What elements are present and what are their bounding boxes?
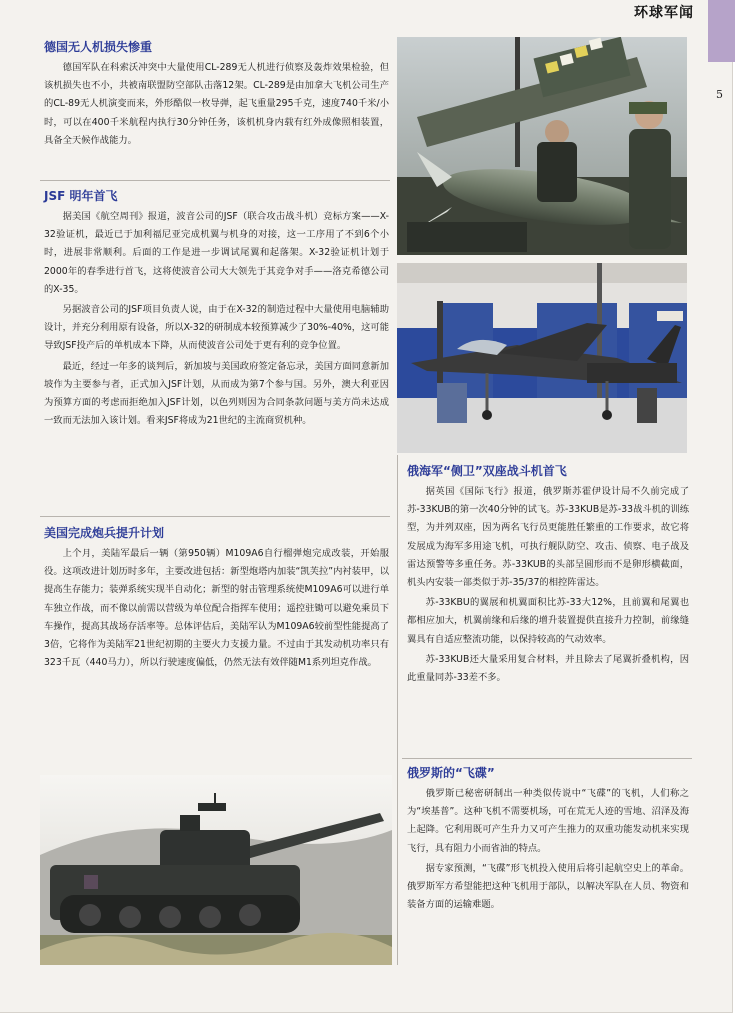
article-jsf <box>44 187 389 430</box>
divider <box>402 758 692 759</box>
article-su33 <box>407 462 689 687</box>
article-paragraph: 苏-33KBU的翼展和机翼面积比苏-33大12%，且前翼和尾翼也都相应加大，机翼前缘和后缘的增升装置提供直接升力控制，前缘缝翼具有自适应整流功能，以保持较高的气动效率。 <box>407 597 689 645</box>
article-drones <box>44 38 389 150</box>
x32-photo <box>397 263 687 453</box>
divider <box>40 516 390 517</box>
article-paragraph: 最近，经过一年多的谈判后，新加坡与美国政府签定备忘录，美国方面同意新加坡作为主要参与者，正式加入JSF计划，从而成为第7个参与国。另外，澳大利亚因为预算方面的考虑而拒绝加入JSF计划，以色列则因为合同条款问题与美方尚未达成一致而无法加入该计划。看来JSF将成为21世纪的主流商贸机种。 <box>44 360 389 427</box>
article-title: 俄海军“侧卫”双座战斗机首飞 <box>407 464 567 478</box>
drone-photo <box>397 37 687 255</box>
article-paragraph: 据美国《航空周刊》报道，波音公司的JSF（联合攻击战斗机）竞标方案——X-32验证机，最近已于加利福尼亚完成机翼与机身的对接，这一工序用了不到6个小时，进展非常顺利。后面的工作是进一步调试尾翼和起落架。X-32验证机计划于2000年的春季进行首飞，这将使波音公司大大领先于其竞争对手——洛克希德公司的X-35。 <box>44 211 389 295</box>
article-paragraph: 据英国《国际飞行》报道，俄罗斯苏霍伊设计局不久前完成了苏-33KUB的第一次40分钟的试飞。苏-33KUB是苏-33战斗机的训练型，为并列双座，因为两名飞行员更能胜任繁重的工作要求，故它将发展成为海军多用途飞机，可执行舰队防空、攻击、侦察、电子战及雷达预警等多重任务。苏-33KUB的头部呈圆形而不是卵形横截面，机头内安装一部类似于苏-35/37的相控阵雷达。 <box>407 486 689 589</box>
article-paragraph: 苏-33KUB还大量采用复合材料，并且除去了尾翼折叠机构，因此重量同苏-33差不多。 <box>407 653 689 684</box>
article-artillery <box>44 524 389 672</box>
article-paragraph: 德国军队在科索沃冲突中大量使用CL-289无人机进行侦察及轰炸效果检验，但该机损失也不小，共被南联盟防空部队击落12架。CL-289是由加拿大飞机公司生产的CL-89无人机演变而来，外形酷似一枚导弹，起飞重量295千克，速度740千米/小时，可以在400千米航程内执行30分钟任务，该机机身内载有红外成像照相装置，具备全天候作战能力。 <box>44 62 389 146</box>
divider <box>40 180 390 181</box>
article-title: JSF 明年首飞 <box>44 189 118 203</box>
column-divider <box>397 455 398 965</box>
article-title: 德国无人机损失惨重 <box>44 40 153 54</box>
section-title: 环球军闻 <box>634 5 694 21</box>
article-paragraph: 据专家预测，“飞碟”形飞机投入使用后将引起航空史上的革命。俄罗斯军方希望能把这种飞机用于部队，以解决军队在人员、物资和装备方面的运输难题。 <box>407 862 689 911</box>
article-paragraph: 上个月，美陆军最后一辆（第950辆）M109A6自行榴弹炮完成改装，开始服役。这项改进计划历时多年，主要改进包括：新型炮塔内加装“凯芙拉”内衬装甲，以提高生存能力；装弹系统实现半自动化；新型的射击管理系统使M109A6可以进行单车独立作战，而不像以前需以营级为单位配合指挥车使用；遥控驻锄可以避免乘员下车操作，提高其战场存活率等。总体评估后，美陆军认为M109A6较前型性能提高了3倍，它将作为美陆军21世纪初期的主要火力支援力量。不过由于其发动机功率只有323千瓦（440马力），所以行驶速度偏低，仍然无法有效伴随M1系列坦克作战。 <box>44 548 389 669</box>
article-ufo <box>407 764 689 914</box>
section-tab <box>708 0 735 62</box>
article-paragraph: 俄罗斯已秘密研制出一种类似传说中“飞碟”的飞机，人们称之为“埃基普”。这种飞机不需要机场，可在荒无人迹的雪地、沼泽及海上起降。它利用既可产生升力又可产生推力的双重功能发动机来实现飞行，具有阻力小而省油的特点。 <box>407 788 689 854</box>
page-number: 5 <box>716 88 723 101</box>
article-title: 美国完成炮兵提升计划 <box>44 526 165 540</box>
article-paragraph: 另据波音公司的JSF项目负责人说，由于在X-32的制造过程中大量使用电脑辅助设计，并充分利用原有设备，所以X-32的研制成本较预算减少了30%-40%，这可能导致JSF投产后的单机成本下降，从而使波音公司处于更有利的竞争位置。 <box>44 304 389 352</box>
article-title: 俄罗斯的“飞碟” <box>407 766 495 780</box>
howitzer-photo <box>40 775 392 965</box>
